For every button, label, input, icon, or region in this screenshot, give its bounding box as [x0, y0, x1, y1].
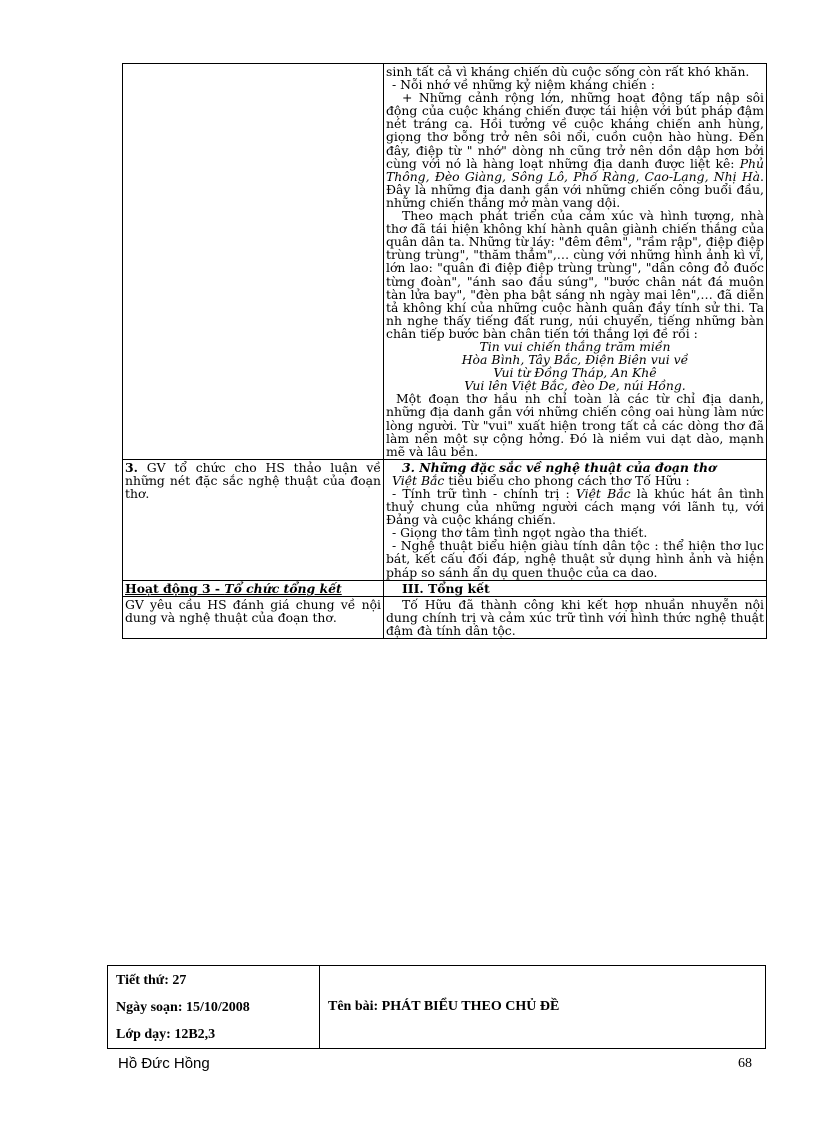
lesson-title: Tên bài: PHÁT BIỂU THEO CHỦ ĐỀ	[328, 999, 560, 1014]
class-name: Lớp dạy: 12B2,3	[116, 1026, 216, 1042]
lesson-meta-cell	[108, 966, 320, 1049]
activity-title: Tổ chức tổng kết	[224, 580, 342, 596]
period-number: Tiết thứ: 27	[116, 972, 187, 988]
poem-title: Việt Bắc	[392, 472, 445, 488]
teacher-activity-cell	[123, 459, 384, 580]
table-row	[123, 64, 767, 460]
paragraph-text: . Đây là những địa danh gắn với những chiến công buổi đầu, những chiến thắng mở màn vang dội.	[386, 168, 764, 210]
content-paragraph: Tố Hữu đã thành công khi kết hợp nhuần nhuyễn nội dung chính trị và cảm xúc trữ tình với hình thức nghệ thuật đậm đà tính dân tộc.	[386, 596, 764, 638]
teacher-activity-cell	[123, 596, 384, 638]
teacher-activity-cell	[123, 64, 384, 460]
poem-title: Việt Bắc	[575, 486, 631, 501]
author-name: Hồ Đức Hồng	[118, 1055, 210, 1072]
poem-line: Vui lên Việt Bắc, đèo De, núi Hồng.	[464, 378, 686, 394]
activity-label: Hoạt động 3 -	[125, 580, 225, 596]
paragraph-text: là khúc hát ân tình thuỷ chung của những người cách mạng với lãnh tụ, với Đảng và cuộc kháng chiến.	[386, 486, 764, 528]
content-cell	[384, 596, 767, 638]
activity-description: GV yêu cầu HS đánh giá chung về nội dung và nghệ thuật của đoạn thơ.	[125, 596, 381, 625]
activity-heading	[125, 581, 342, 596]
place-names: Phủ Thông, Đèo Giàng, Sông Lô, Phố Ràng, Cao-Lạng, Nhị Hà	[386, 155, 764, 184]
section-heading: 3. Những đặc sắc về nghệ thuật của đoạn thơ	[402, 459, 717, 475]
paragraph-text: - Tính trữ tình - chính trị :	[392, 486, 576, 501]
content-paragraph: sinh tất cả vì kháng chiến dù cuộc sống còn rất khó khăn.	[386, 64, 750, 79]
paragraph-text: + Những cảnh rộng lớn, những hoạt động tấp nập sôi động của cuộc kháng chiến được tái hiện với bút pháp đậm nét tráng ca. Hồi tưởng về cuộc kháng chiến anh hùng, giọng thơ bỗng trở nên sôi nổi, cuồn cuộn hào hùng. Đến đây, điệp từ " nhớ" dòng nh cũng trở nên dồn dập hơn bởi cùng với nó là hàng loạt những địa danh được liệt kê:	[386, 90, 764, 171]
paragraph-text: tiêu biểu cho phong cách thơ Tố Hữu :	[444, 472, 690, 488]
table-row	[108, 966, 766, 1049]
content-cell	[384, 64, 767, 460]
section-heading: III. Tổng kết	[402, 580, 490, 596]
lesson-info-table	[107, 965, 766, 1049]
table-row	[123, 596, 767, 638]
poem-line: Hòa Bình, Tây Bắc, Điện Biên vui về	[461, 352, 689, 368]
prep-date: Ngày soạn: 15/10/2008	[116, 999, 250, 1015]
activity-description: GV tổ chức cho HS thảo luận về những nét đặc sắc nghệ thuật của đoạn thơ.	[125, 459, 381, 501]
table-row	[123, 459, 767, 580]
content-cell	[384, 459, 767, 580]
bullet-item: - Giọng thơ tâm tình ngọt ngào tha thiết.	[392, 525, 648, 541]
poem-line: Vui từ Đồng Tháp, An Khê	[493, 365, 657, 381]
activity-text	[125, 461, 381, 500]
content-paragraph: Một đoạn thơ hầu nh chỉ toàn là các từ chỉ địa danh, những địa danh gắn với những chiến công oai hùng làm nức lòng người. Từ "vui" xuất hiện trong tất cả các dòng thơ đã làm nên một sự cộng hởng. Đó là niềm vui dạt dào, mạnh mẽ và lâu bền.	[386, 391, 764, 459]
section-heading-cell	[384, 580, 767, 596]
activity-heading-cell	[123, 580, 384, 596]
content-paragraph: - Nỗi nhớ về những kỷ niệm kháng chiến :	[392, 77, 655, 93]
content-paragraph: Theo mạch phát triển của cảm xúc và hình tượng, nhà thơ đã tái hiện không khí hành quân giành chiến thắng của quân dân ta. Những từ láy: "đêm đêm", "rầm rập", điệp điệp trùng trùng", "thăm thẳm",… cùng với những hình ảnh kì vĩ, lớn lao: "quân đi điệp điệp trùng trùng", "dân công đỏ đuốc từng đoàn", "ánh sao đầu súng", "bước chân nát đá muôn tàn lửa bay", "đèn pha bật sáng nh ngày mai lên",… đã diễn tả không khí của những cuộc hành quân đầy tính sử thi. Ta nh nghe thấy tiếng đất rung, núi chuyển, tiếng những bàn chân tiếp bước bàn chân tiến tới thắng lợi đề rồi :	[386, 208, 764, 341]
lesson-table	[122, 63, 767, 639]
content-paragraph	[386, 91, 764, 209]
lesson-title-cell	[320, 966, 766, 1049]
page-number: 68	[738, 1056, 752, 1071]
bullet-item	[386, 487, 764, 526]
bullet-item: - Nghệ thuật biểu hiện giàu tính dân tộc : thể hiện thơ lục bát, kết cấu đối đáp, nghệ thuật sử dụng hình ảnh và hiện pháp so sánh ẩn dụ quen thuộc của ca dao.	[386, 538, 764, 580]
poem-line: Tin vui chiến thắng trăm miền	[479, 338, 671, 354]
activity-number: 3.	[125, 459, 138, 475]
table-row	[123, 580, 767, 596]
